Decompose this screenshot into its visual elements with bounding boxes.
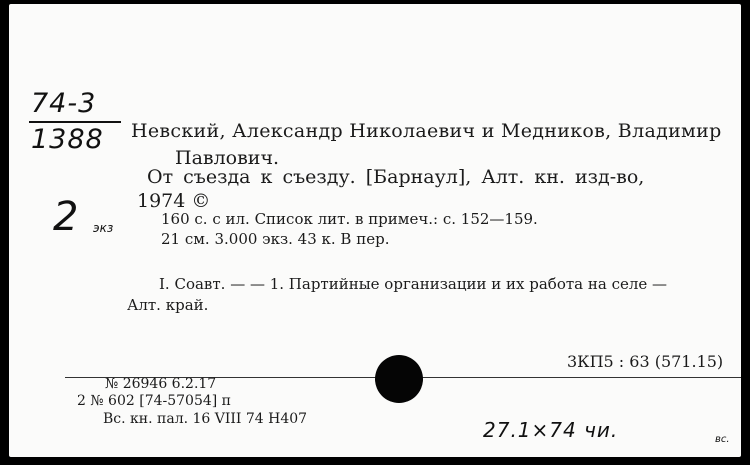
classification-index: 3КП5 : 63 (571.15) (567, 352, 724, 371)
subject-entries-continued: Алт. край. (127, 296, 209, 314)
handwritten-copies-mark: 2 (53, 194, 79, 240)
handwritten-corner-note: вс. (715, 434, 730, 445)
book-chamber-line: Вс. кн. пал. 16 VIII 74 Н407 (103, 411, 308, 427)
order-number: 2 № 602 [74-57054] п (77, 393, 232, 409)
call-number-bottom: 1388 (31, 124, 104, 155)
record-number: № 26946 6.2.17 (105, 376, 217, 392)
subject-entries: I. Соавт. — — 1. Партийные организации и их работа на селе — (159, 275, 668, 293)
physical-description: 160 с. с ил. Список лит. в примеч.: с. 152—159. (161, 210, 538, 228)
handwritten-copies-note: экз (93, 221, 114, 235)
call-number-divider (29, 121, 121, 123)
handwritten-bottom-note: 27.1×74 чи. (483, 418, 619, 442)
edition-details: 21 см. 3.000 экз. 43 к. В пер. (161, 230, 390, 248)
author-heading-continued: Павлович. (175, 147, 280, 169)
title-imprint: От съезда к съезду. [Барнаул], Алт. кн. изд-во, (147, 166, 645, 188)
publication-year: 1974 © (137, 190, 211, 212)
call-number-top: 74-3 (31, 88, 97, 119)
punch-hole (375, 355, 423, 403)
author-heading: Невский, Александр Николаевич и Медников, Владимир (131, 120, 722, 142)
catalog-card (9, 4, 741, 457)
